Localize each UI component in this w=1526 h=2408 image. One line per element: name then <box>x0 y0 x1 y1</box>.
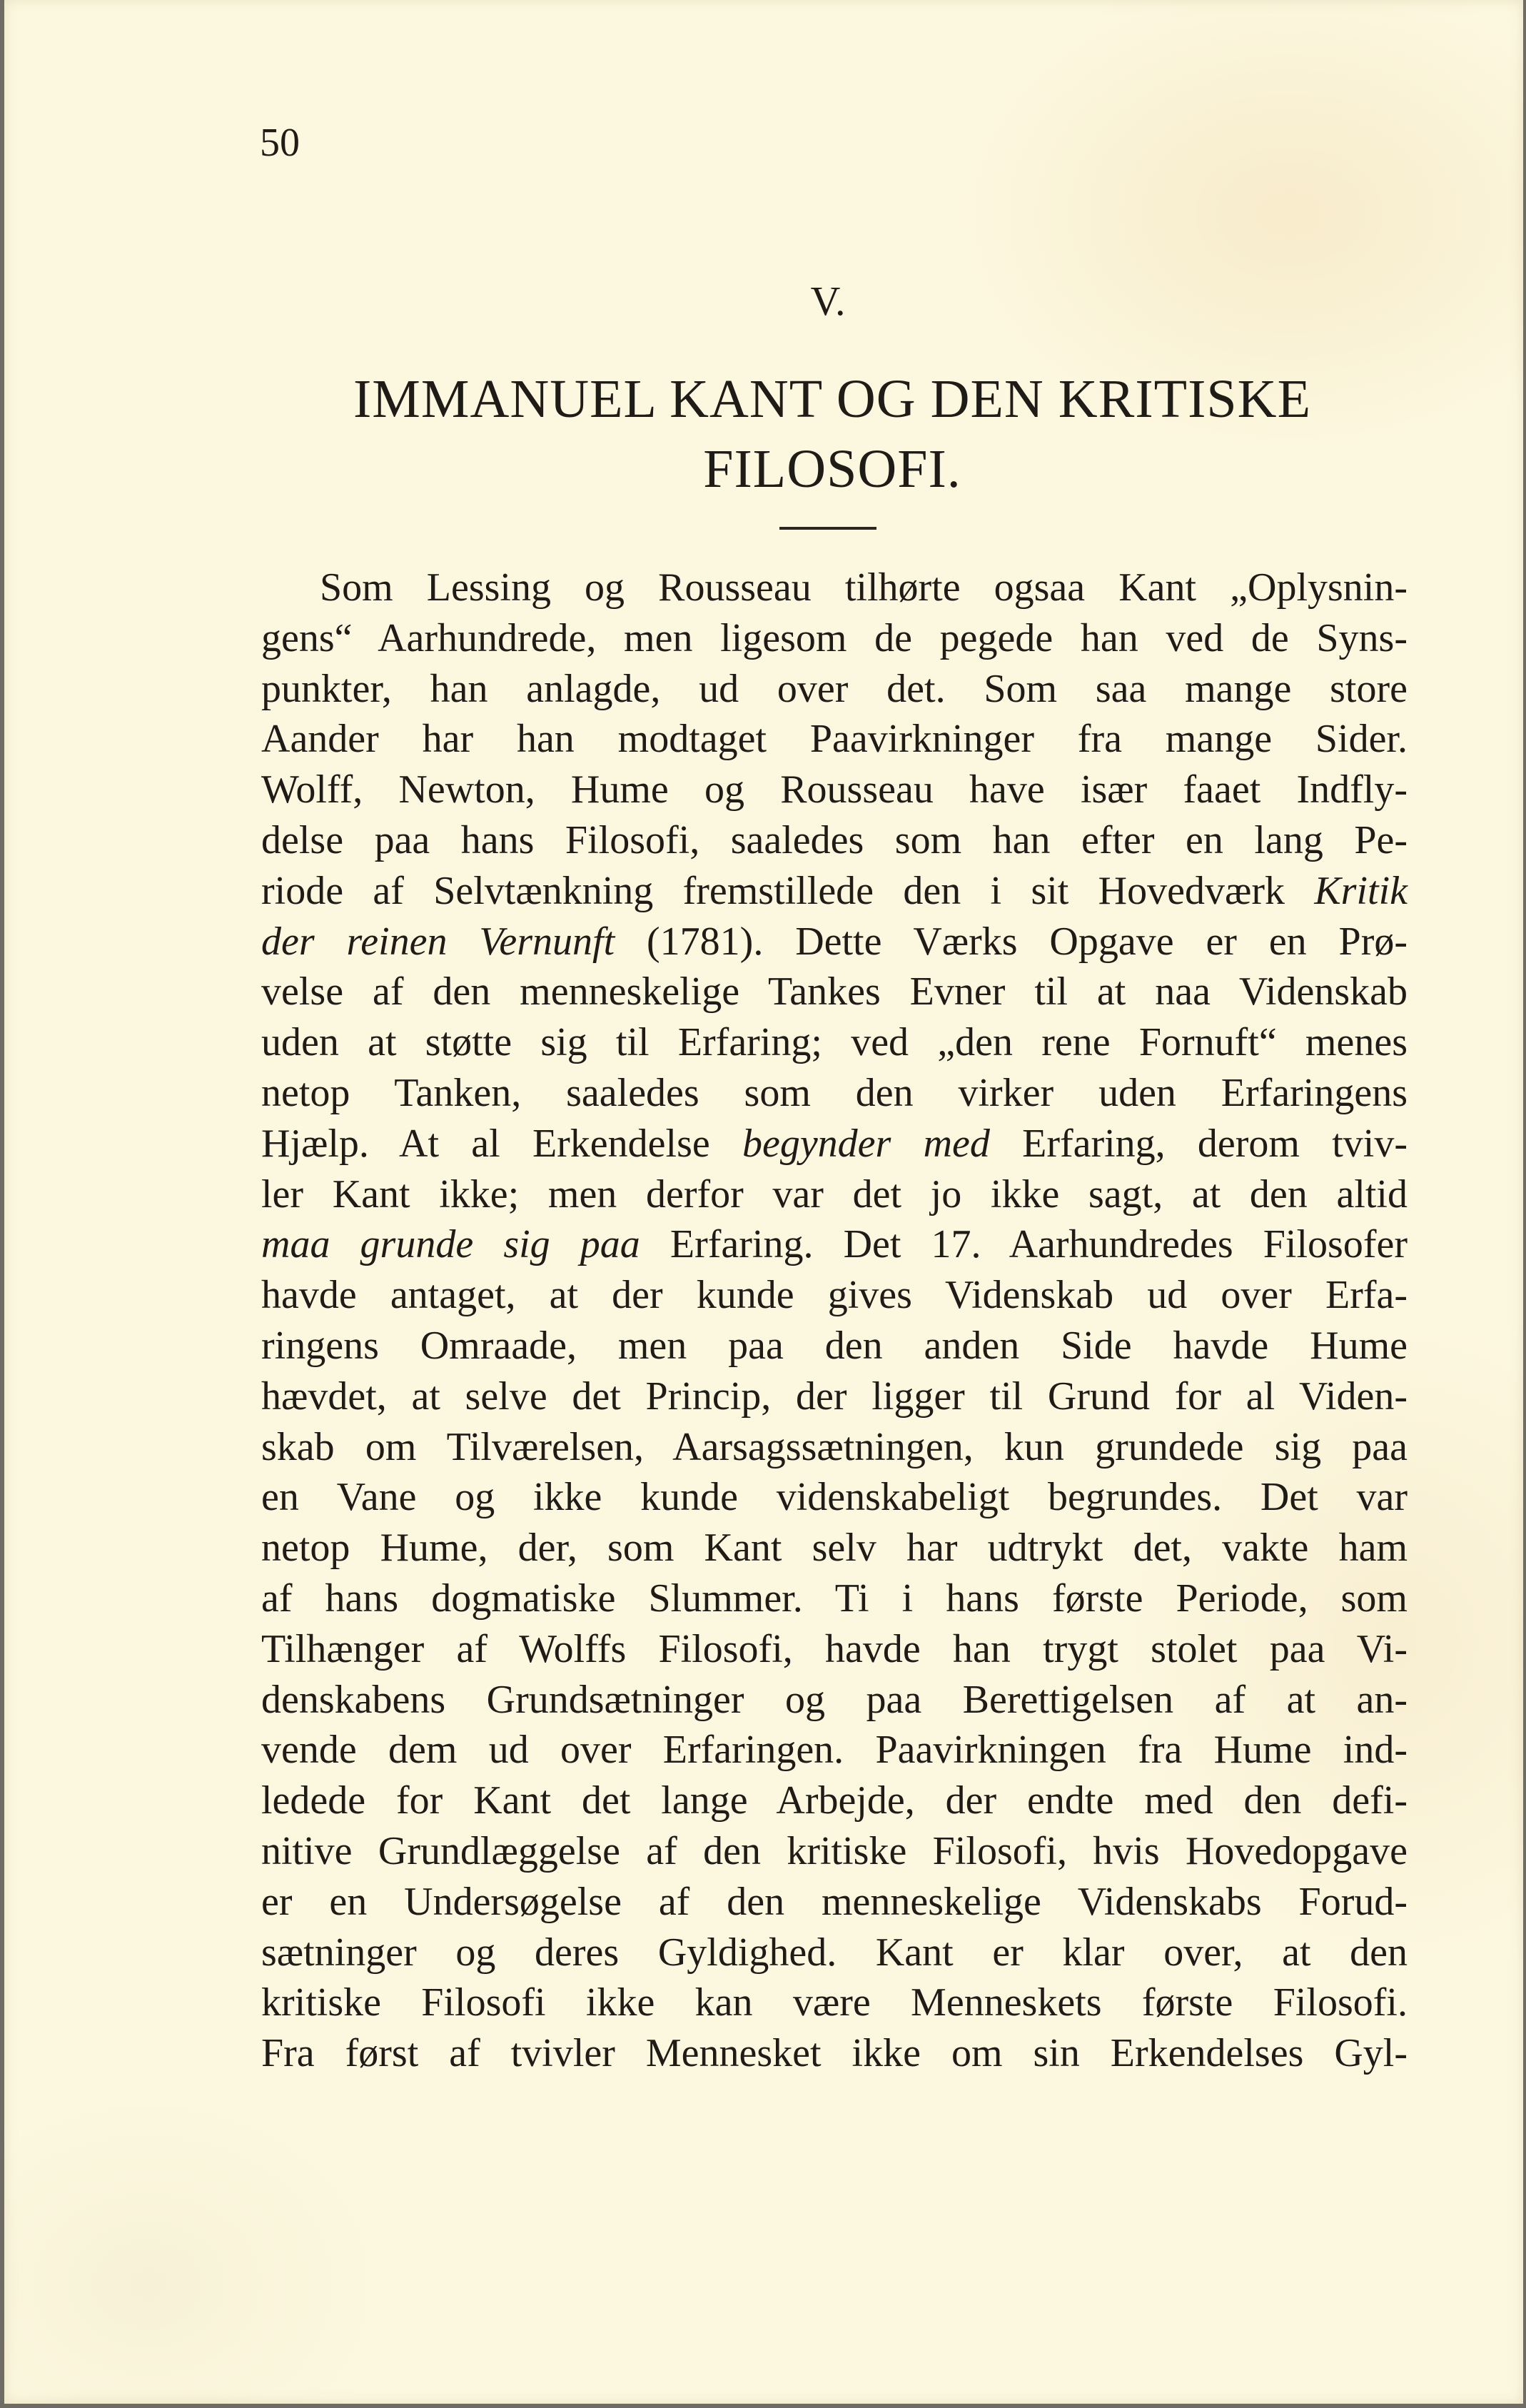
text-line <box>261 1422 1408 1473</box>
text-line <box>261 1371 1408 1422</box>
text-line <box>261 1675 1408 1726</box>
book-page <box>4 0 1523 2404</box>
text-run: Erfaring. Det 17. Aarhundredes Filosofer <box>640 1222 1408 1267</box>
text-line <box>261 714 1408 765</box>
italic-emphasis-run: begynder med <box>742 1121 990 1166</box>
italic-title-run: der reinen Vernunft <box>261 919 615 964</box>
italic-emphasis-run: maa grunde sig paa <box>261 1222 640 1267</box>
text-run: ledede for Kant det lange Arbejde, der endte med den defi- <box>261 1778 1408 1823</box>
text-run: sætninger og deres Gyldighed. Kant er klar over, at den <box>261 1930 1408 1975</box>
chapter-title-line-2: FILOSOFI. <box>703 439 961 499</box>
text-run: nitive Grundlæggelse af den kritiske Filosofi, hvis Hovedopgave <box>261 1828 1408 1873</box>
text-run: ler Kant ikke; men derfor var det jo ikke sagt, at den altid <box>261 1172 1408 1216</box>
italic-title-run: Kritik <box>1314 868 1408 913</box>
text-run: Fra først af tvivler Mennesket ikke om sin Erkendelses Gyl- <box>261 2031 1408 2076</box>
text-line <box>261 866 1408 917</box>
text-run: riode af Selvtænkning fremstillede den i sit Hovedværk <box>261 868 1315 913</box>
text-line <box>261 1472 1408 1523</box>
text-line <box>261 1826 1408 1877</box>
text-line <box>261 1119 1408 1169</box>
text-run: gens“ Aarhundrede, men ligesom de pegede han ved de Syns- <box>261 615 1408 660</box>
text-line <box>261 1573 1408 1624</box>
text-line <box>261 563 1408 613</box>
text-run: Aander har han modtaget Paavirkninger fra mange Sider. <box>261 717 1408 762</box>
text-run: ringens Omraade, men paa den anden Side havde Hume <box>261 1323 1408 1368</box>
text-run: Erfaring, derom tviv- <box>989 1121 1408 1166</box>
text-run: Tilhænger af Wolffs Filosofi, havde han trygt stolet paa Vi- <box>261 1626 1408 1671</box>
text-line <box>261 1017 1408 1068</box>
text-line <box>261 1877 1408 1928</box>
text-line <box>261 1321 1408 1371</box>
text-run: (1781). Dette Værks Opgave er en Prø- <box>615 919 1408 964</box>
text-run: skab om Tilværelsen, Aarsagssætningen, kun grundede sig paa <box>261 1424 1408 1469</box>
text-run: Wolff, Newton, Hume og Rousseau have især faaet Indfly- <box>261 767 1408 812</box>
text-run: uden at støtte sig til Erfaring; ved „den rene Fornuft“ menes <box>261 1020 1408 1065</box>
text-line <box>261 1068 1408 1119</box>
text-line <box>261 967 1408 1017</box>
text-line <box>261 1624 1408 1675</box>
text-line <box>261 664 1408 715</box>
chapter-number: V. <box>810 278 846 324</box>
text-line <box>261 815 1408 866</box>
text-line <box>261 1523 1408 1573</box>
text-line <box>261 2028 1408 2079</box>
text-run: Hjælp. At al Erkendelse <box>261 1121 742 1166</box>
text-run: delse paa hans Filosofi, saaledes som han efter en lang Pe- <box>261 817 1408 862</box>
text-line <box>261 1270 1408 1321</box>
text-line <box>261 1978 1408 2028</box>
text-line <box>261 613 1408 664</box>
page-number: 50 <box>260 121 300 165</box>
text-run: denskabens Grundsætninger og paa Berettigelsen af at an- <box>261 1677 1408 1722</box>
text-run: netop Tanken, saaledes som den virker uden Erfaringens <box>261 1070 1408 1115</box>
text-run: netop Hume, der, som Kant selv har udtrykt det, vakte ham <box>261 1526 1408 1571</box>
text-run: havde antaget, at der kunde gives Videnskab ud over Erfa- <box>261 1273 1408 1318</box>
text-line <box>261 1928 1408 1978</box>
text-run: af hans dogmatiske Slummer. Ti i hans første Periode, som <box>261 1576 1408 1621</box>
text-line <box>261 917 1408 967</box>
text-run: kritiske Filosofi ikke kan være Menneskets første Filosofi. <box>261 1980 1408 2025</box>
chapter-title <box>318 364 1346 504</box>
text-run: vende dem ud over Erfaringen. Paavirkningen fra Hume ind- <box>261 1728 1408 1773</box>
chapter-title-line-1: IMMANUEL KANT OG DEN KRITISKE <box>353 369 1311 429</box>
text-run: er en Undersøgelse af den menneskelige Videnskabs Forud- <box>261 1879 1408 1924</box>
text-line <box>261 1775 1408 1826</box>
text-line <box>261 1219 1408 1270</box>
text-run: en Vane og ikke kunde videnskabeligt begrundes. Det var <box>261 1475 1408 1520</box>
text-run: punkter, han anlagde, ud over det. Som saa mange store <box>261 666 1408 711</box>
text-line <box>261 765 1408 815</box>
title-divider <box>779 527 876 530</box>
text-line <box>261 1169 1408 1220</box>
text-run: velse af den menneskelige Tankes Evner til at naa Videnskab <box>261 969 1408 1014</box>
text-line <box>261 1725 1408 1775</box>
text-run: hævdet, at selve det Princip, der ligger til Grund for al Viden- <box>261 1374 1408 1419</box>
chapter-body-paragraph <box>261 563 1408 2079</box>
text-run: Som Lessing og Rousseau tilhørte ogsaa Kant „Oplysnin- <box>320 565 1408 610</box>
